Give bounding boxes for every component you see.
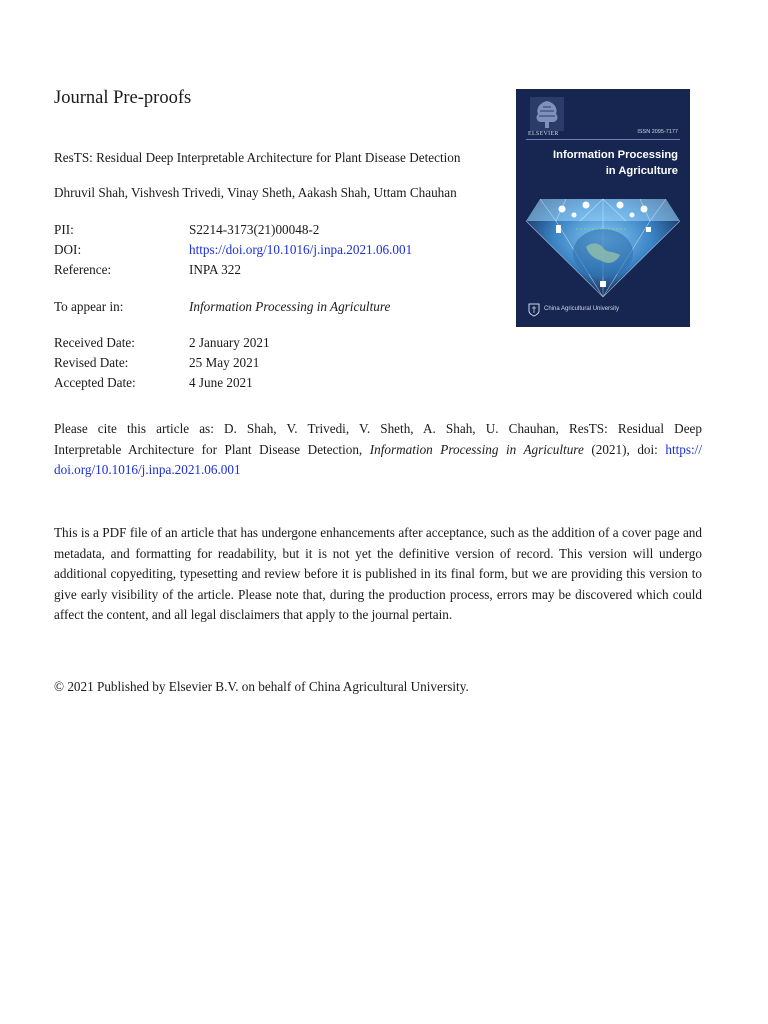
accepted-label: Accepted Date: — [54, 375, 136, 390]
pii-value: S2214-3173(21)00048-2 — [189, 222, 320, 237]
article-authors: Dhruvil Shah, Vishvesh Trivedi, Vinay Sheth, Aakash Shah, Uttam Chauhan — [54, 185, 457, 200]
citation-doi-link-start[interactable]: https:// — [665, 441, 703, 457]
revised-label: Revised Date: — [54, 355, 129, 370]
cover-publisher-label: ELSEVIER — [528, 131, 559, 137]
article-title: ResTS: Residual Deep Interpretable Architecture for Plant Disease Detection — [54, 150, 461, 165]
citation-line-2 — [54, 440, 702, 461]
pii-label: PII: — [54, 222, 74, 237]
appear-label: To appear in: — [54, 299, 124, 314]
copyright-notice: © 2021 Published by Elsevier B.V. on behalf of China Agricultural University. — [54, 679, 469, 694]
cover-issn: ISSN 2095-7177 — [637, 129, 678, 135]
citation-line-2-tail: (2021), doi: — [583, 441, 666, 457]
citation-doi-link-end[interactable]: doi.org/10.1016/j.inpa.2021.06.001 — [54, 462, 241, 477]
citation-paragraph — [54, 419, 702, 481]
journal-status-heading: Journal Pre-proofs — [54, 88, 192, 108]
reference-value: INPA 322 — [189, 262, 241, 277]
citation-line-1: Please cite this article as: D. Shah, V. Trivedi, V. Sheth, A. Shah, U. Chauhan, ResTS: Residual Deep — [54, 421, 702, 436]
cover-title-line-1: Information Processing — [553, 149, 678, 161]
reference-label: Reference: — [54, 262, 112, 277]
disclaimer-text: This is a PDF file of an article that has undergone enhancements after acceptance, such as the addition of a cover page and metadata, and formatting for readability, but it is not yet the definitive version of record. This version will undergo additional copyediting, typesetting and review before it is published in its final form, but we are providing this version to give early visibility of the article. Please note that, during the production process, errors may be discovered which could affect the content, and all legal disclaimers that apply to the journal pertain. — [54, 525, 702, 622]
accepted-value: 4 June 2021 — [189, 375, 253, 390]
cover-title — [518, 147, 678, 179]
revised-value: 25 May 2021 — [189, 355, 260, 370]
cover-divider — [526, 139, 680, 140]
elsevier-tree-logo-icon — [530, 97, 564, 131]
received-value: 2 January 2021 — [189, 335, 270, 350]
doi-label: DOI: — [54, 242, 82, 257]
university-emblem-icon — [528, 303, 540, 317]
disclaimer-paragraph — [54, 523, 702, 626]
cover-university: China Agricultural University — [544, 306, 620, 312]
citation-journal: Information Processing in Agriculture — [369, 441, 584, 457]
citation-line-2-text: Interpretable Architecture for Plant Disease Detection, — [54, 441, 370, 457]
received-label: Received Date: — [54, 335, 135, 350]
diamond-globe-illustration-icon — [516, 181, 690, 299]
cover-title-line-2: in Agriculture — [605, 165, 678, 177]
journal-cover — [516, 89, 690, 327]
doi-link[interactable]: https://doi.org/10.1016/j.inpa.2021.06.001 — [189, 242, 413, 257]
citation-line-3 — [54, 460, 702, 481]
appear-journal: Information Processing in Agriculture — [189, 299, 391, 314]
